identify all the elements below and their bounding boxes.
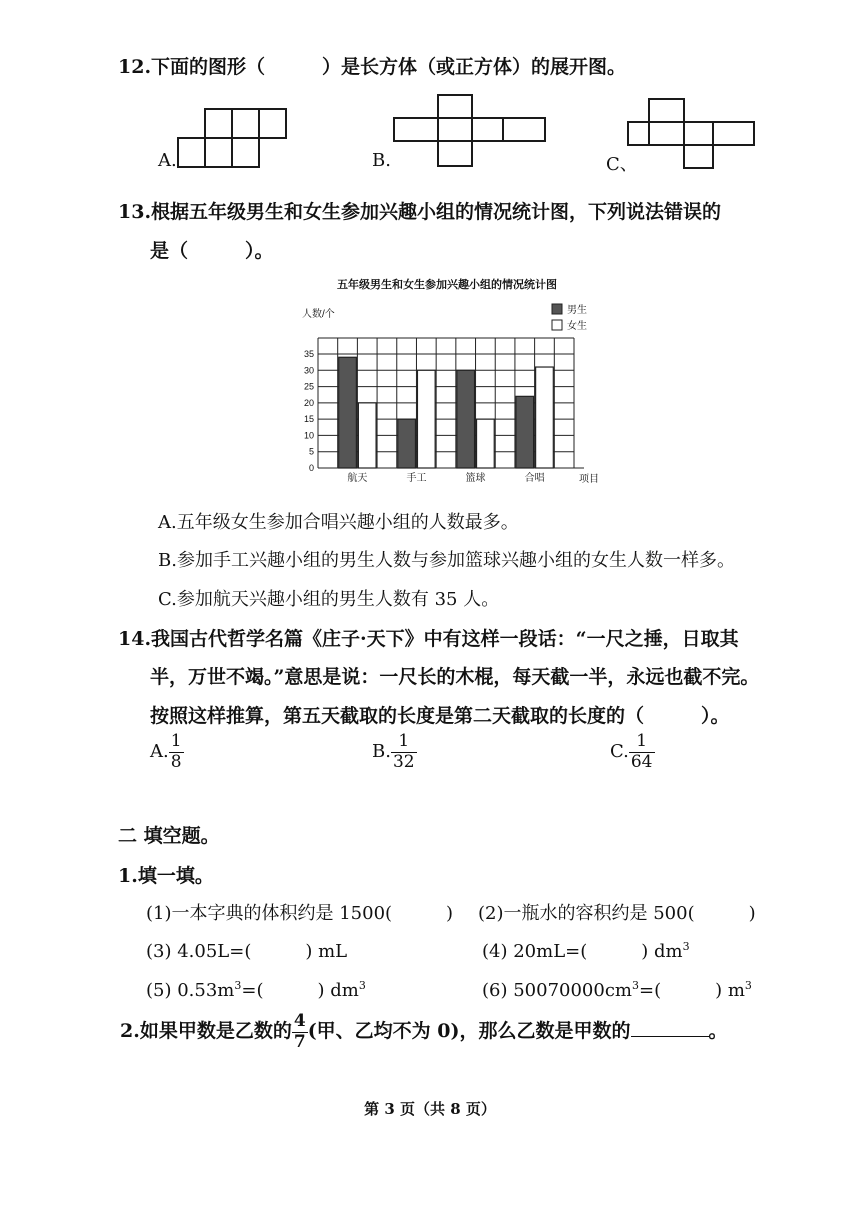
q14-option-c: [610, 732, 655, 772]
q13-option-c: C.参加航天兴趣小组的男生人数有 35 人。: [158, 589, 500, 610]
section2-q2: [120, 1012, 728, 1052]
fill-row1-left: (1)一本字典的体积约是 1500( ): [146, 903, 454, 924]
q13-option-b: B.参加手工兴趣小组的男生人数与参加篮球兴趣小组的女生人数一样多。: [158, 550, 735, 571]
legend-swatch-1: [552, 320, 562, 330]
chart-title: 五年级男生和女生参加兴趣小组的情况统计图: [337, 279, 557, 291]
q2-answer-blank[interactable]: [631, 1022, 709, 1037]
bar-chart: [282, 270, 612, 492]
q14-option-a: [150, 732, 184, 772]
fill-row3-left-sup2: 3: [358, 979, 366, 992]
q14-option-a-label: A.: [150, 741, 169, 763]
y-tick-label: 25: [303, 381, 314, 392]
chart-ylabel: 人数/个: [302, 309, 335, 320]
fill-row3-left: [146, 976, 366, 1002]
fill-row3-right-b: =( ) m: [639, 980, 745, 1001]
fill-row2-right: [482, 937, 690, 963]
q12-option-b: B.: [372, 150, 391, 171]
y-tick-label: 15: [303, 414, 314, 425]
q2-text-b: (甲、乙均不为 0)，那么乙数是甲数的: [307, 1020, 631, 1043]
bar-boys-0: [339, 357, 357, 468]
legend-label-0: 男生: [567, 305, 587, 316]
legend-swatch-0: [552, 304, 562, 314]
bar-girls-2: [477, 419, 495, 468]
x-tick-label: 航天: [347, 473, 368, 484]
bar-boys-1: [398, 419, 416, 468]
x-tick-label: 篮球: [465, 473, 486, 484]
bar-girls-0: [358, 403, 376, 468]
legend-label-1: 女生: [567, 321, 587, 332]
bar-boys-3: [516, 396, 534, 468]
q14-option-b: [372, 732, 417, 772]
q13-stem-line2: 是（ ）。: [150, 240, 274, 262]
y-tick-label: 30: [303, 365, 314, 376]
q14-option-c-den: 64: [630, 751, 653, 772]
q14-option-c-num: 1: [636, 731, 648, 751]
fill-row3-right-sup2: 3: [744, 979, 752, 992]
fill-row3-left-a: (5) 0.53m: [146, 980, 235, 1001]
q12-stem: 12.下面的图形（ ）是长方体（或正方体）的展开图。: [118, 56, 627, 78]
section2-title: 二 填空题。: [118, 825, 220, 847]
fill-row3-left-sup: 3: [234, 979, 242, 992]
q14-option-b-den: 32: [392, 751, 415, 772]
q2-frac-num: 4: [293, 1011, 306, 1031]
bar-girls-1: [417, 370, 435, 468]
y-tick-label: 5: [308, 446, 314, 457]
fill-row1-right: (2)一瓶水的容积约是 500( ): [478, 903, 756, 924]
q2-frac-den: 7: [293, 1031, 306, 1052]
q2-text-end: 。: [708, 1020, 728, 1043]
q14-option-b-num: 1: [398, 731, 410, 751]
x-tick-label: 手工: [406, 473, 427, 484]
q12-option-c: C、: [606, 154, 638, 175]
y-tick-label: 0: [308, 463, 314, 473]
q2-text-a: 2.如果甲数是乙数的: [120, 1020, 292, 1043]
fill-row3-right-a: (6) 50070000cm: [482, 980, 632, 1001]
fill-row2-right-text: (4) 20mL=( ) dm: [482, 941, 683, 962]
q13-stem-line1: 13.根据五年级男生和女生参加兴趣小组的情况统计图，下列说法错误的: [118, 201, 722, 223]
fill-row2-right-sup: 3: [682, 940, 690, 953]
fill-row3-right: [482, 976, 752, 1002]
fill-row2-left: (3) 4.05L=( ) mL: [146, 941, 348, 962]
q14-option-a-num: 1: [170, 731, 182, 751]
q14-option-c-label: C.: [610, 741, 629, 763]
fill-row3-right-sup: 3: [632, 979, 639, 992]
bar-girls-3: [536, 367, 554, 468]
q14-line2: 半，万世不竭。”意思是说：一尺长的木棍，每天截一半，永远也截不完。: [150, 666, 760, 688]
page-footer: 第 3 页（共 8 页）: [364, 1100, 496, 1118]
q12-option-a: A.: [158, 150, 177, 171]
x-tick-label: 合唱: [524, 473, 545, 484]
q14-option-a-den: 8: [170, 751, 182, 772]
bar-boys-2: [457, 370, 475, 468]
y-tick-label: 20: [303, 397, 314, 408]
chart-xlabel: 项目: [579, 474, 599, 485]
q14-option-b-label: B.: [372, 741, 391, 763]
section2-item1: 1.填一填。: [118, 865, 214, 887]
q14-line1: 14.我国古代哲学名篇《庄子·天下》中有这样一段话：“一尺之捶，日取其: [118, 628, 739, 650]
q13-option-a: A.五年级女生参加合唱兴趣小组的人数最多。: [158, 512, 519, 533]
fill-row3-left-b: =( ) dm: [241, 980, 359, 1001]
q14-line3: 按照这样推算，第五天截取的长度是第二天截取的长度的（ ）。: [150, 705, 730, 727]
y-tick-label: 35: [303, 349, 314, 359]
y-tick-label: 10: [303, 430, 314, 441]
